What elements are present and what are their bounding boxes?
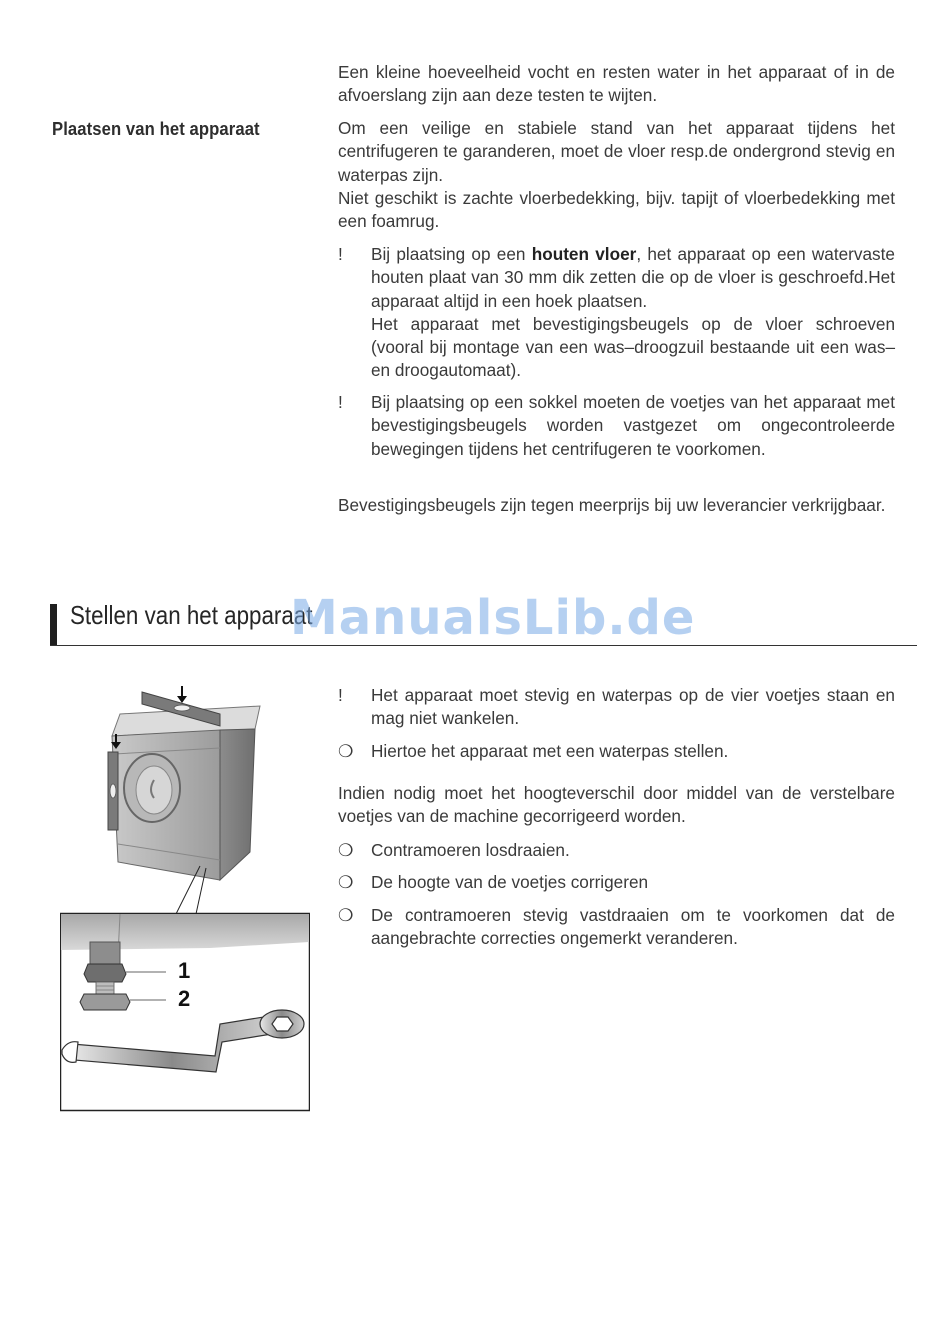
warning-text: Het apparaat moet stevig en waterpas op de vier voetjes staan en mag niet wankelen.: [371, 685, 895, 729]
warning-marker: !: [338, 244, 343, 264]
step-bullet-icon: ❍: [338, 872, 354, 892]
step-bullet-icon: ❍: [338, 905, 354, 925]
warning-text-bold: houten vloer: [531, 244, 637, 264]
step-item-level: [338, 740, 895, 763]
washing-machine-icon: [112, 706, 260, 880]
placing-paragraph-2: Niet geschikt is zachte vloerbedekking, bijv. tapijt of vloerbedekking met een foamrug.: [338, 188, 895, 232]
step-text: Contramoeren losdraaien.: [371, 840, 570, 860]
step-item-adjust: [338, 871, 895, 894]
warning-text: [371, 243, 895, 313]
step-text: Hiertoe het apparaat met een waterpas stellen.: [371, 741, 729, 761]
figure-label-1: 1: [178, 958, 191, 983]
warning-text-post: , het apparaat op een watervaste houten plaat van 30 mm dik zetten die op de vloer is geschroefd.Het apparaat altijd in een hoek plaatsen.: [371, 244, 895, 311]
step-text: De contramoeren stevig vastdraaien om te voorkomen dat de aangebrachte correcties ongemerkt veranderen.: [371, 905, 895, 949]
section-title: Stellen van het apparaat: [70, 600, 313, 630]
warning-text-pre: Bij plaatsing op een: [371, 244, 532, 264]
warning-marker: !: [338, 392, 343, 412]
warning-text-extra: Het apparaat met bevestigingsbeugels op de vloer schroeven (vooral bij montage van een was–droogzuil bestaande uit een was– en droogautomaat).: [371, 313, 895, 381]
placing-paragraph-1: Om een veilige en stabiele stand van het apparaat tijdens het centrifugeren te garanderen, moet de vloer resp.de ondergrond stevig en waterpas zijn.: [338, 118, 895, 185]
step-text: De hoogte van de voetjes corrigeren: [371, 872, 649, 892]
warning-item-plinth: [338, 391, 895, 461]
section-heading-bar: [50, 604, 57, 646]
warning-item-stable: [338, 684, 895, 731]
adjustable-foot-detail: [61, 914, 310, 1111]
figure-label-2: 2: [178, 986, 191, 1011]
watermark: ManualsLib.de: [290, 590, 696, 646]
step-bullet-icon: ❍: [338, 741, 354, 761]
step-item-tighten: [338, 904, 895, 951]
intro-paragraph: Een kleine hoeveelheid vocht en resten water in het apparaat of in de afvoerslang zijn aan deze testen te wijten.: [338, 62, 895, 106]
side-heading-placing: Plaatsen van het apparaat: [52, 118, 260, 139]
step-item-loosen: [338, 839, 895, 862]
placing-paragraph-3: Bevestigingsbeugels zijn tegen meerprijs bij uw leverancier verkrijgbaar.: [338, 495, 886, 515]
leveling-paragraph: Indien nodig moet het hoogteverschil door middel van de verstelbare voetjes van de machine gecorrigeerd worden.: [338, 783, 895, 827]
warning-item-wooden-floor: [338, 243, 895, 383]
leveling-illustration: [60, 684, 310, 1112]
warning-marker: !: [338, 685, 343, 705]
warning-text: Bij plaatsing op een sokkel moeten de voetjes van het apparaat met bevestigingsbeugels worden vastgezet om ongecontroleerde bewegingen tijdens het centrifugeren te voorkomen.: [371, 392, 895, 459]
step-bullet-icon: ❍: [338, 840, 354, 860]
